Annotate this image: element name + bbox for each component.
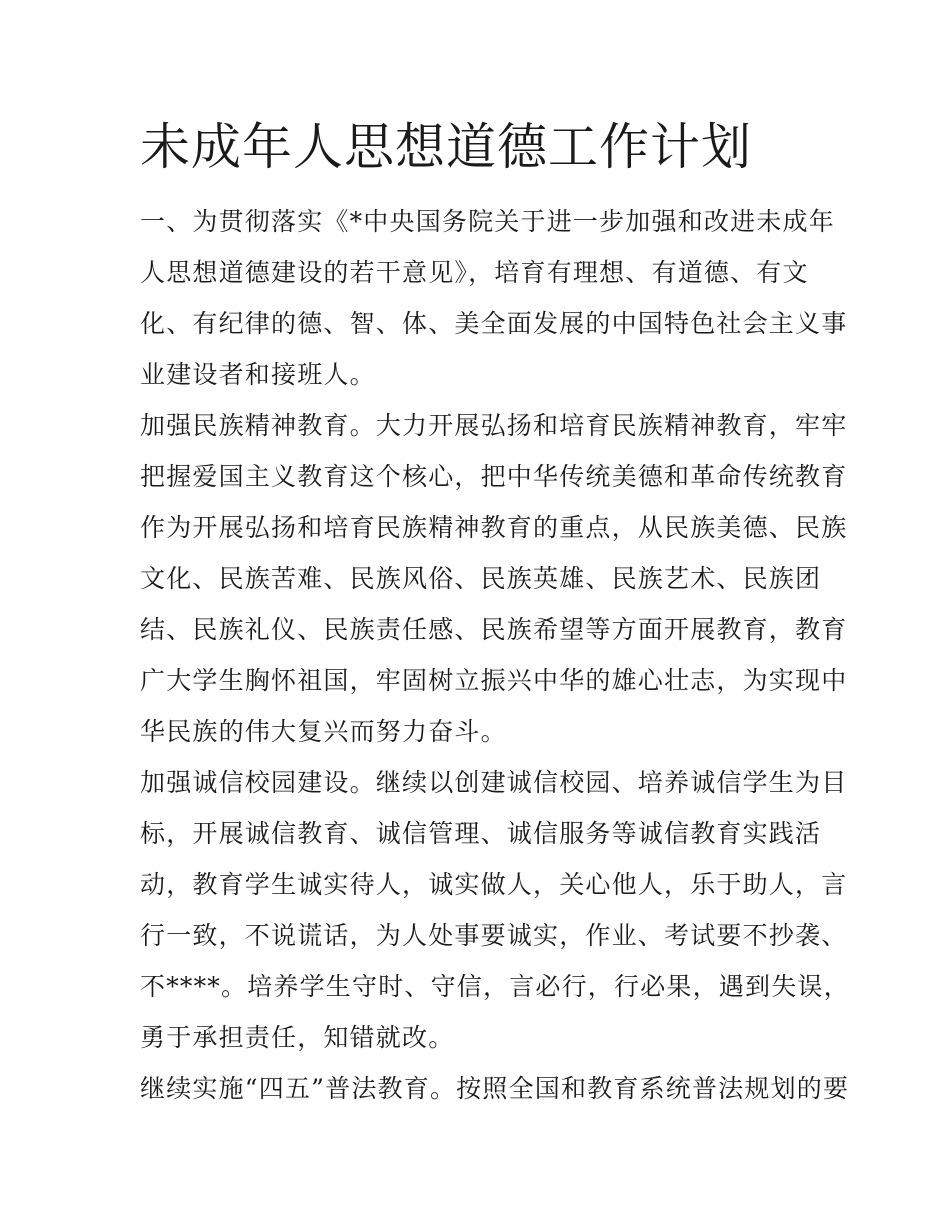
text-line: 人思想道德建设的若干意见》，培育有理想、有道德、有文 — [140, 258, 809, 287]
text-line: 结、民族礼仪、民族责任感、民族希望等方面开展教育，教育 — [140, 615, 848, 644]
text-line: 华民族的伟大复兴而努力奋斗。 — [140, 717, 507, 746]
text-line: 行一致，不说谎话，为人处事要诚实，作业、考试要不抄袭、 — [140, 921, 848, 950]
text-line: 加强民族精神教育。大力开展弘扬和培育民族精神教育，牢牢 — [140, 411, 848, 440]
text-line: 标，开展诚信教育、诚信管理、诚信服务等诚信教育实践活 — [140, 819, 822, 848]
text-line: 勇于承担责任，知错就改。 — [140, 1023, 455, 1052]
text-line: 文化、民族苦难、民族风俗、民族英雄、民族艺术、民族团 — [140, 564, 822, 593]
text-line: 广大学生胸怀祖国，牢固树立振兴中华的雄心壮志，为实现中 — [140, 666, 848, 695]
text-line: 动，教育学生诚实待人，诚实做人，关心他人，乐于助人，言 — [140, 870, 848, 899]
text-line: 一、为贯彻落实《*中央国务院关于进一步加强和改进未成年 — [140, 207, 835, 236]
text-line: 作为开展弘扬和培育民族精神教育的重点，从民族美德、民族 — [140, 513, 848, 542]
text-line: 把握爱国主义教育这个核心，把中华传统美德和革命传统教育 — [140, 462, 848, 491]
text-line: 业建设者和接班人。 — [140, 360, 376, 389]
text-line: 不****。培养学生守时、守信，言必行，行必果，遇到失误， — [140, 972, 850, 1001]
text-line: 加强诚信校园建设。继续以创建诚信校园、培养诚信学生为目 — [140, 768, 848, 797]
text-line: 化、有纪律的德、智、体、美全面发展的中国特色社会主义事 — [140, 309, 848, 338]
text-line: 继续实施“四五”普法教育。按照全国和教育系统普法规划的要 — [140, 1074, 850, 1103]
document-title: 未成年人思想道德工作计划 — [140, 118, 752, 176]
